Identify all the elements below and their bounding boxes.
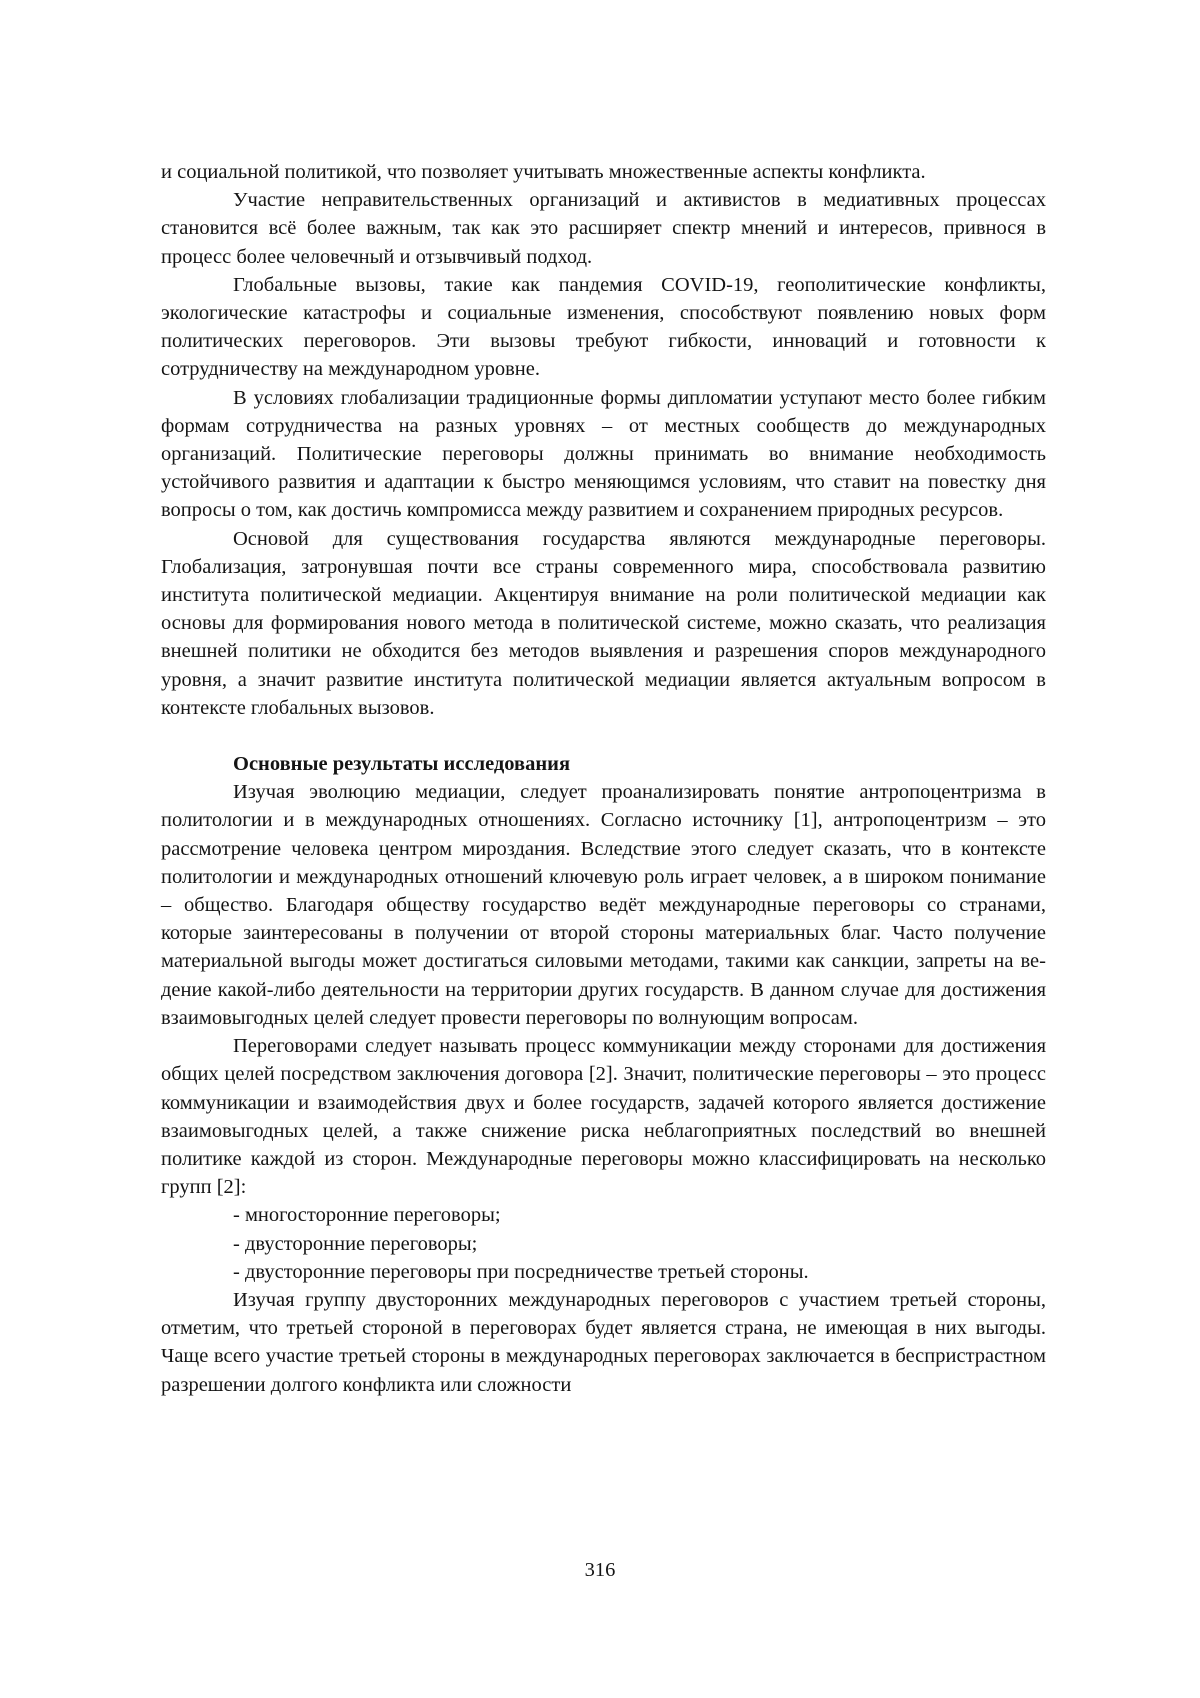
list-item: - двусторонние переговоры при посредничестве третьей стороны. (233, 1260, 809, 1283)
paragraph-3: Глобальные вызовы, такие как пандемия COVID-19, геополитические конфликты, экологические катастрофы и социальные изменения, способствуют появлению новых форм политических переговоров. Эти вызовы требуют гибкости, инноваций и готовности к сотрудничеству на международном уровне. (161, 273, 1046, 381)
paragraph-8: Изучая группу двусторонних международных переговоров с участием третьей стороны, отметим, что третьей стороной в переговорах будет является страна, не имеющая в них выгоды. Чаще всего участие третьей стороны в международных переговорах заключается в беспристрастном разрешении долгого конфликта или сложности (161, 1288, 1046, 1396)
paragraph-5: Основой для существования государства являются международные переговоры. Глобализация, затронувшая почти все страны современного мира, способствовала развитию института политической медиации. Акцентируя внимание на роли политической медиации как основы для формирования нового метода в политической системе, можно сказать, что реализация внешней политики не обходится без методов выявления и разрешения споров международного уровня, а значит развитие института политической медиации является актуальным вопросом в контексте глобальных вызовов. (161, 527, 1046, 719)
body-text (161, 158, 1046, 1399)
paragraph-6: Изучая эволюцию медиации, следует проанализировать понятие антропоцентризма в политологии и в международных отношениях. Согласно источнику [1], антропоцентризм – это рассмотрение человека центром мироздания. Вследствие этого следует сказать, что в контексте политологии и международных отношений ключевую роль играет человек, а в широком понимание – общество. Благодаря обществу государство ведёт международные переговоры со странами, которые заинтересованы в получении от второй стороны материальных благ. Часто получение материальной выгоды может достигаться силовыми методами, такими как санкции, запреты на ведение какой-либо деятельности на территории других государств. В данном случае для достижения взаимовыгодных целей следует провести переговоры по волнующим вопросам. (161, 781, 1046, 1029)
section-gap (161, 722, 1046, 750)
list-item: - многосторонние переговоры; (233, 1204, 501, 1227)
page-number: 316 (584, 1559, 616, 1581)
paragraph-1: и социальной политикой, что позволяет учитывать множественные аспекты конфликта. (161, 161, 926, 183)
list-item: - двусторонние переговоры; (233, 1232, 478, 1255)
paragraph-4: В условиях глобализации традиционные формы дипломатии уступают место более гибким формам сотрудничества на разных уровнях – от местных сообществ до международных организаций. Политические переговоры должны принимать во внимание необходимость устойчивого развития и адаптации к быстро меняющимся условиям, что ставит на повестку дня вопросы о том, как достичь компромисса между развитием и сохранением природных ресурсов. (161, 386, 1046, 522)
paragraph-2: Участие неправительственных организаций и активистов в медиативных процессах становится всё более важным, так как это расширяет спектр мнений и интересов, привнося в процесс более человечный и отзывчивый подход. (161, 189, 1046, 268)
section-heading: Основные результаты исследования (233, 753, 571, 776)
paragraph-7: Переговорами следует называть процесс коммуникации между сторонами для достижения общих целей посредством заключения договора [2]. Значит, политические переговоры – это процесс коммуникации и взаимодействия двух и более государств, задачей которого является достижение взаимовыгодных целей, а также снижение риска неблагоприятных последствий во внешней политике каждой из сторон. Международные переговоры можно классифицировать на несколько групп [2]: (161, 1035, 1046, 1199)
